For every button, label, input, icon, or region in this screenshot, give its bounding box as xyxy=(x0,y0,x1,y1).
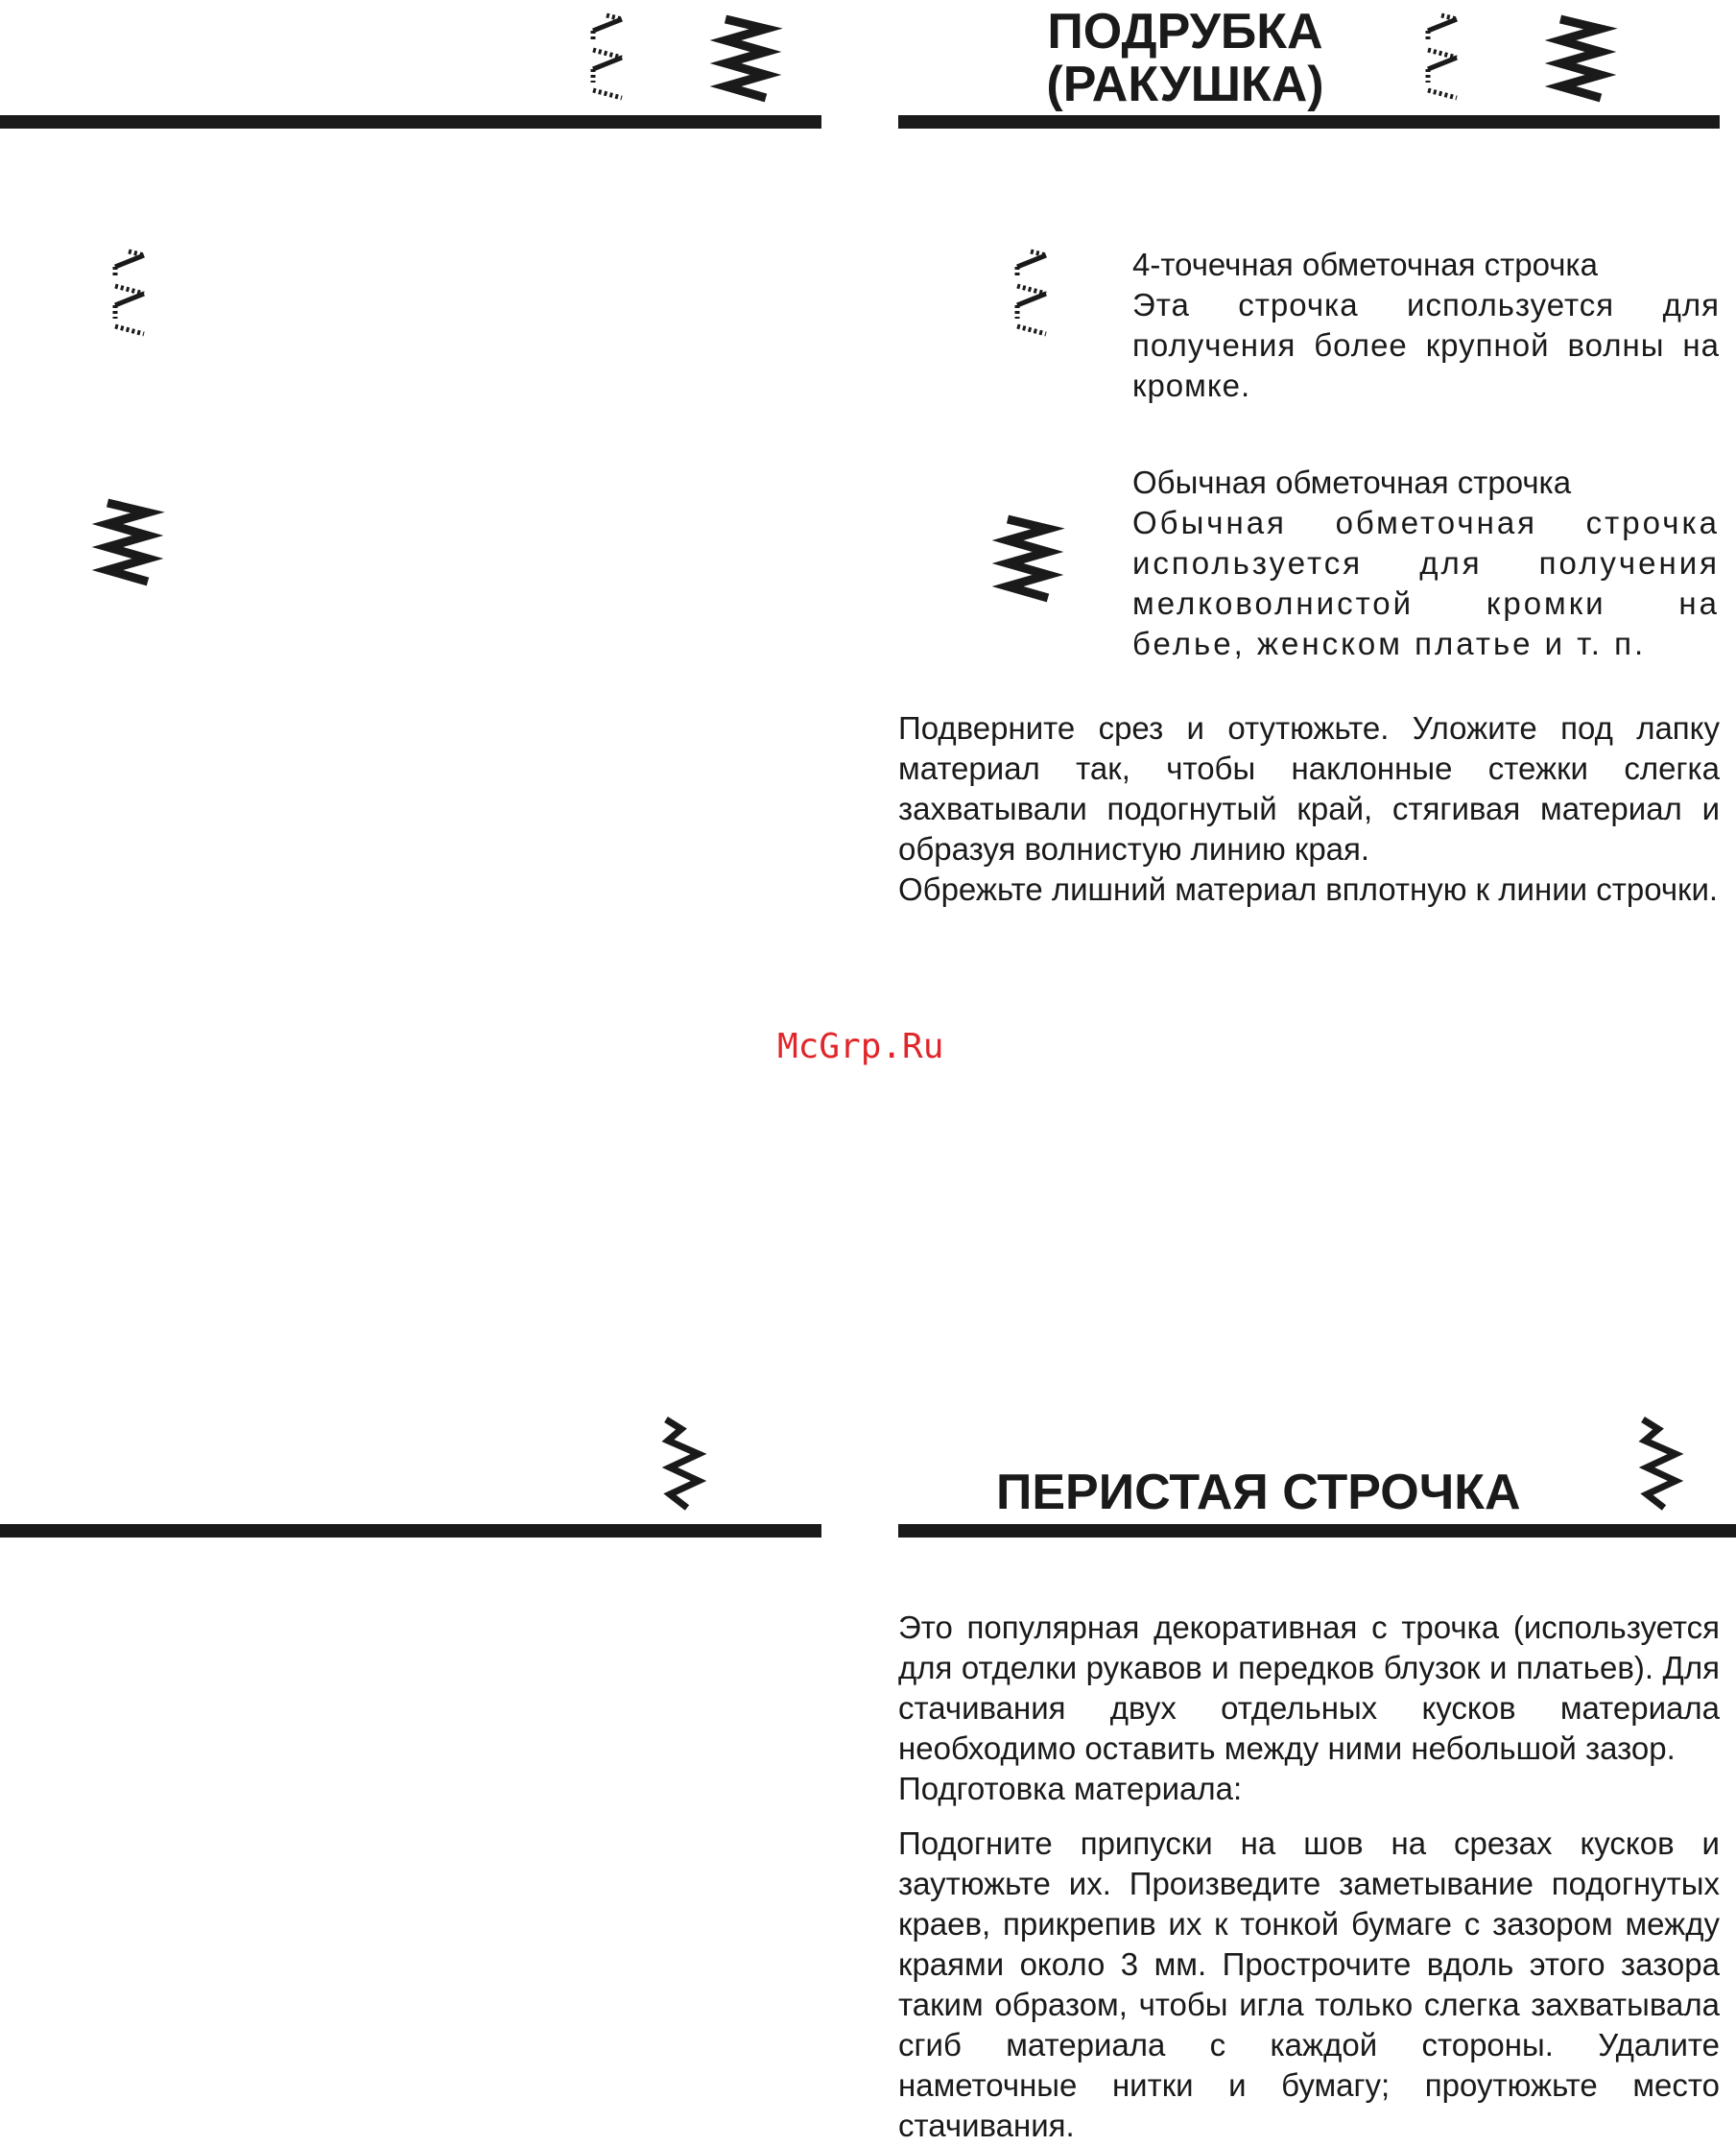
four-point-overlock-stitch-icon xyxy=(1011,248,1050,339)
watermark: McGrp.Ru xyxy=(777,1027,944,1066)
preparation-paragraph: Подогните припуски на шов на срезах кусков и заутюжьте их. Произведите заметывание подогнутых краев, прикрепив их к тонкой бумаге с зазором между краями около 3 мм. Прострочите вдоль этого зазора таким образом, чтобы игла только слегка захватывала сгиб материала с каждой стороны. Удалите наметочные нитки и бумагу; проутюжьте место стачивания. xyxy=(898,1825,1720,2143)
overlock-stitch-icon xyxy=(104,497,152,588)
header-rule-left xyxy=(0,115,821,129)
stitch-item-body: Эта строчка используется для получения более крупной волны на кромке. xyxy=(1132,287,1720,403)
section-title-hemming xyxy=(960,6,1411,111)
intro-paragraph: Это популярная декоративная с трочка (используется для отделки рукавов и передков блузок и платьев). Для стачивания двух отдельных кусков материала необходимо оставить между ними небольшой зазор. xyxy=(898,1610,1720,1766)
four-point-overlock-stitch-icon xyxy=(1422,12,1461,103)
subheading: Подготовка материала: xyxy=(898,1771,1243,1806)
stitch-item-body: Обычная обметочная строчка используется для получения мелковолнистой кромки на белье, женском платье и т. п. xyxy=(1132,505,1720,661)
overlock-stitch-icon xyxy=(722,13,770,105)
stitch-item-title: Обычная обметочная строчка xyxy=(1132,465,1572,500)
stitch-item-title: 4-точечная обметочная строчка xyxy=(1132,247,1598,282)
section-title-line1: ПОДРУБКА xyxy=(1047,4,1323,60)
feather-stitch-icon xyxy=(1637,1416,1683,1512)
feather-stitch-icon xyxy=(660,1416,706,1512)
overlock-stitch-icon xyxy=(1004,513,1052,605)
overlock-stitch-icon xyxy=(1557,13,1605,105)
section-title-feather-stitch: ПЕРИСТАЯ СТРОЧКА xyxy=(996,1465,1521,1520)
header-rule-right xyxy=(898,1524,1736,1538)
header-rule-right xyxy=(898,115,1720,129)
instructions-paragraph: Подверните срез и отутюжьте. Уложите под лапку материал так, чтобы наклонные стежки слегка захватывали подогнутый край, стягивая материал и образуя волнистую линию края. xyxy=(898,710,1720,867)
four-point-overlock-stitch-icon xyxy=(587,12,626,103)
section-title-line2: (РАКУШКА) xyxy=(1046,57,1324,112)
instructions-paragraph: Обрежьте лишний материал вплотную к линии строчки. xyxy=(898,871,1719,907)
stitch-item-overlock xyxy=(1132,463,1720,664)
four-point-overlock-stitch-icon xyxy=(109,248,148,339)
header-rule-left xyxy=(0,1524,821,1538)
stitch-item-four-point xyxy=(1132,245,1720,406)
